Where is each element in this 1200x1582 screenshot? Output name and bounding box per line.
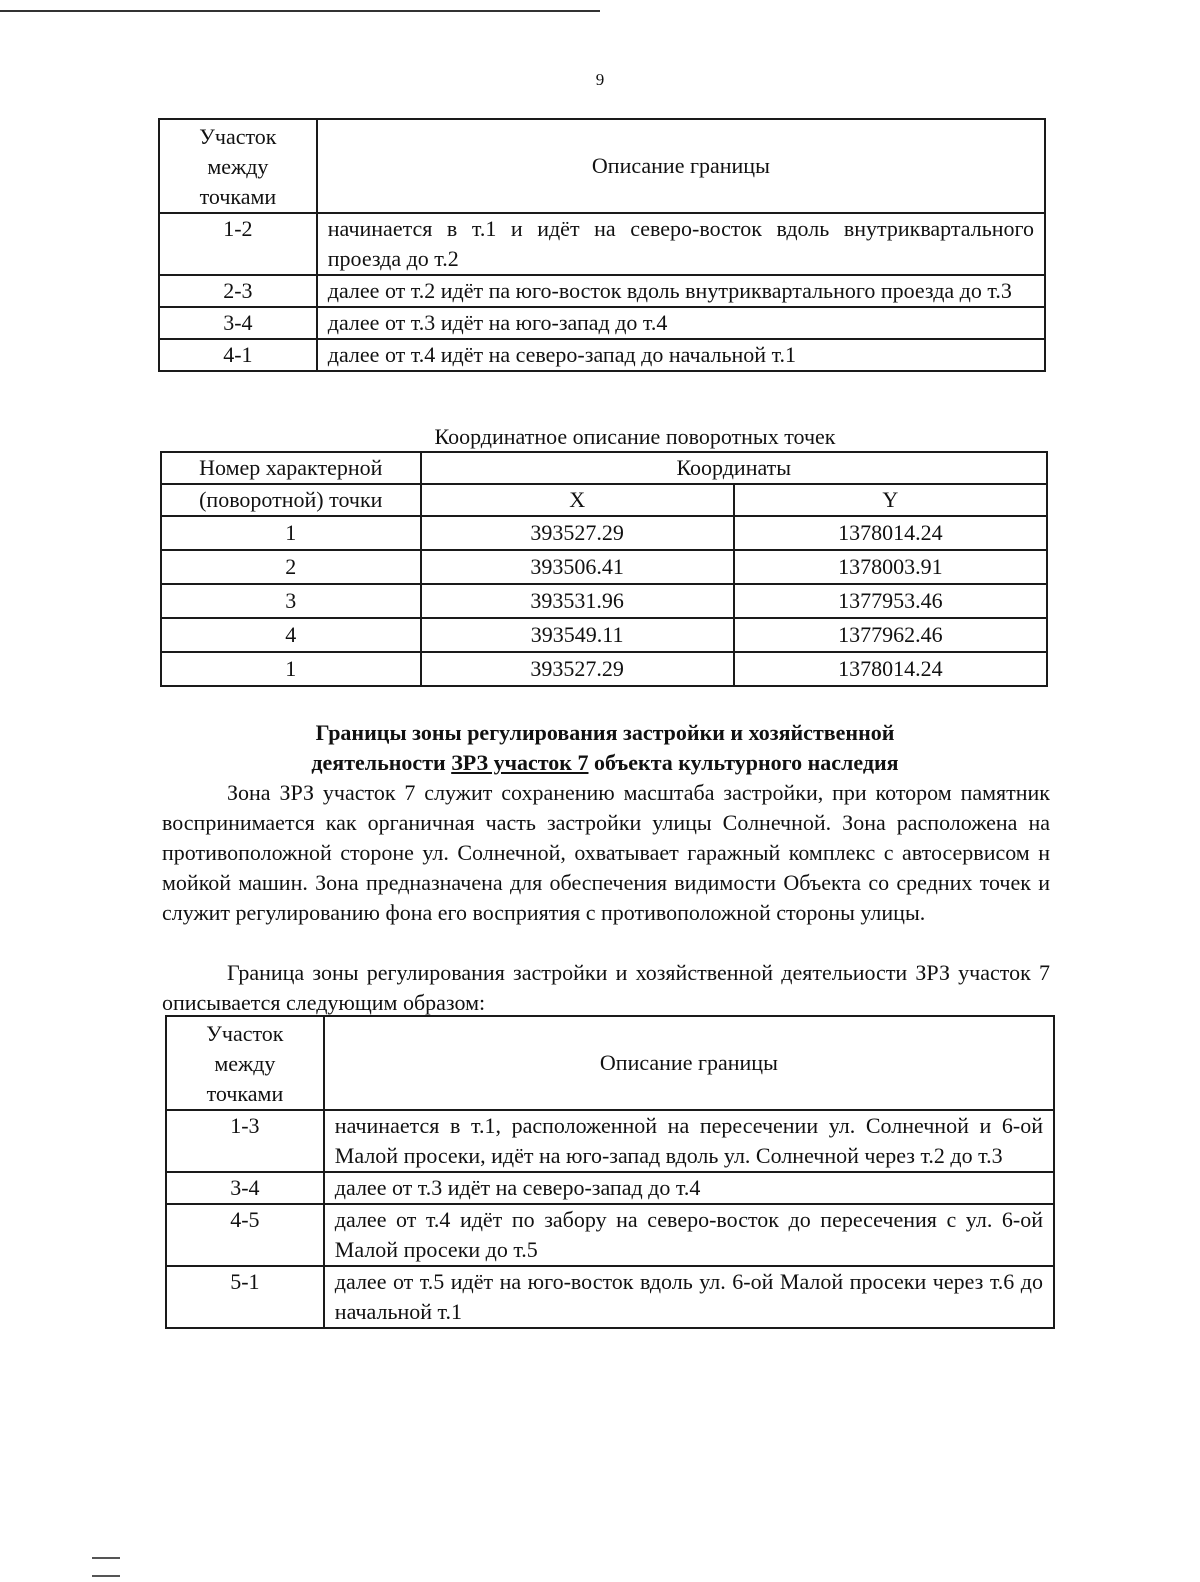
heading-line-2 bbox=[160, 748, 1050, 778]
y-cell: 1378014.24 bbox=[734, 652, 1047, 686]
table-row bbox=[166, 1172, 1054, 1204]
segment-cell: 3-4 bbox=[166, 1172, 324, 1204]
table-row bbox=[159, 339, 1045, 371]
body-paragraph-2: Граница зоны регулирования застройки и хозяйственной деятельиости ЗРЗ участок 7 описывается следующим образом: bbox=[162, 960, 1050, 1015]
table-row bbox=[166, 1204, 1054, 1266]
table-row bbox=[159, 307, 1045, 339]
description-cell: далее от т.3 идёт на северо-запад до т.4 bbox=[324, 1172, 1054, 1204]
table-row bbox=[161, 618, 1047, 652]
section-heading bbox=[160, 718, 1050, 778]
segment-cell: 1-3 bbox=[166, 1110, 324, 1172]
x-cell: 393549.11 bbox=[421, 618, 734, 652]
coords-header-row bbox=[161, 452, 1047, 484]
y-cell: 1378014.24 bbox=[734, 516, 1047, 550]
segment-cell: 4-1 bbox=[159, 339, 317, 371]
x-cell: 393527.29 bbox=[421, 652, 734, 686]
heading-zone-name: ЗРЗ участок 7 bbox=[451, 750, 589, 775]
x-cell: 393527.29 bbox=[421, 516, 734, 550]
description-cell: далее от т.4 идёт на северо-запад до начальной т.1 bbox=[317, 339, 1045, 371]
description-cell: далее от т.3 идёт на юго-запад до т.4 bbox=[317, 307, 1045, 339]
table-row bbox=[161, 550, 1047, 584]
point-cell: 2 bbox=[161, 550, 421, 584]
y-cell: 1377962.46 bbox=[734, 618, 1047, 652]
table-row bbox=[159, 213, 1045, 275]
point-cell: 3 bbox=[161, 584, 421, 618]
heading-line-1: Границы зоны регулирования застройки и хозяйственной bbox=[315, 720, 895, 745]
boundary-table-2 bbox=[165, 1015, 1055, 1329]
header-description: Описание границы bbox=[317, 119, 1045, 213]
x-cell: 393531.96 bbox=[421, 584, 734, 618]
header-segment: Участок между точками bbox=[166, 1016, 324, 1110]
table-row bbox=[159, 275, 1045, 307]
description-cell: начинается в т.1, расположенной на пересечении ул. Солнечной и 6-ой Малой просеки, идёт на юго-запад вдоль ул. Солнечной через т.2 до т.3 bbox=[324, 1110, 1054, 1172]
point-cell: 1 bbox=[161, 516, 421, 550]
header-segment: Участок между точками bbox=[159, 119, 317, 213]
coords-header-row bbox=[161, 484, 1047, 516]
y-cell: 1378003.91 bbox=[734, 550, 1047, 584]
header-y: Y bbox=[734, 484, 1047, 516]
header-point-line1: Номер характерной bbox=[161, 452, 421, 484]
table-row bbox=[161, 584, 1047, 618]
body-paragraph-1: Зона ЗРЗ участок 7 служит сохранению масштаба застройки, при котором памятник воспринимается как органичная часть застройки улицы Солнечной. Зона расположена на противоположной стороне ул. Солнечной, охватывает гаражный комплекс с автосервисом н мойкой машин. Зона предназначена для обеспечения видимости Объекта со средних точек и служит регулированию фона его восприятия с противоположной стороны улицы. bbox=[162, 780, 1050, 925]
segment-cell: 3-4 bbox=[159, 307, 317, 339]
description-cell: начинается в т.1 и идёт на северо-восток вдоль внутриквартального проезда до т.2 bbox=[317, 213, 1045, 275]
header-point-line2: (поворотной) точки bbox=[161, 484, 421, 516]
page-number: 9 bbox=[595, 70, 605, 89]
table-header-row bbox=[166, 1016, 1054, 1110]
header-description: Описание границы bbox=[324, 1016, 1054, 1110]
segment-cell: 5-1 bbox=[166, 1266, 324, 1328]
point-cell: 1 bbox=[161, 652, 421, 686]
table-header-row bbox=[159, 119, 1045, 213]
segment-cell: 1-2 bbox=[159, 213, 317, 275]
coordinates-table bbox=[160, 451, 1048, 687]
segment-cell: 2-3 bbox=[159, 275, 317, 307]
table-row bbox=[166, 1110, 1054, 1172]
y-cell: 1377953.46 bbox=[734, 584, 1047, 618]
description-cell: далее от т.2 идёт па юго-восток вдоль внутриквартального проезда до т.3 bbox=[317, 275, 1045, 307]
description-cell: далее от т.4 идёт по забору на северо-восток до пересечения с ул. 6-ой Малой просеки до т.5 bbox=[324, 1204, 1054, 1266]
top-scan-rule bbox=[0, 10, 600, 12]
point-cell: 4 bbox=[161, 618, 421, 652]
boundary-table-1 bbox=[158, 118, 1046, 372]
table-row bbox=[166, 1266, 1054, 1328]
coords-caption: Координатное описание поворотных точек bbox=[434, 424, 836, 449]
heading-line-2-start: деятельности bbox=[311, 750, 452, 775]
description-cell: далее от т.5 идёт на юго-восток вдоль ул. 6-ой Малой просеки через т.6 до начальной т.1 bbox=[324, 1266, 1054, 1328]
segment-cell: 4-5 bbox=[166, 1204, 324, 1266]
table-row bbox=[161, 652, 1047, 686]
table-row bbox=[161, 516, 1047, 550]
x-cell: 393506.41 bbox=[421, 550, 734, 584]
header-coords: Координаты bbox=[421, 452, 1047, 484]
heading-line-2-end: объекта культурного наследия bbox=[588, 750, 899, 775]
header-x: X bbox=[421, 484, 734, 516]
